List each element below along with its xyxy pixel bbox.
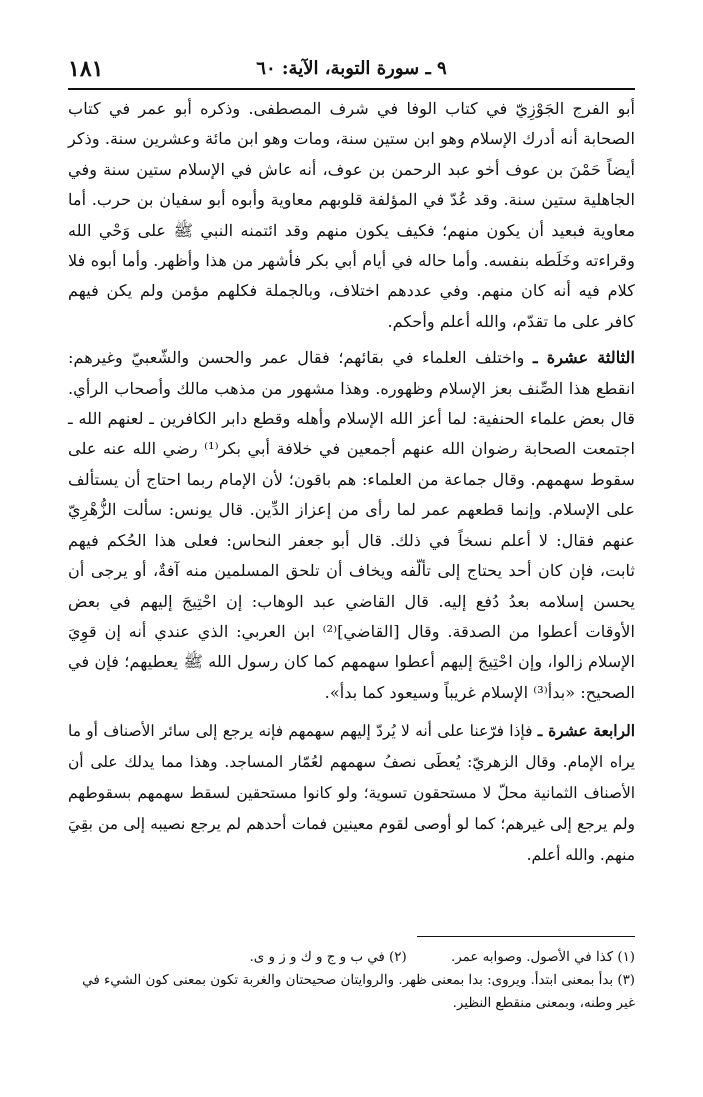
footnote-1: (١) كذا في الأصول. وصوابه عمر. (450, 950, 635, 965)
paragraph-2-heading: الثالثة عشرة ـ (532, 348, 635, 368)
paragraph-2-text: واختلف العلماء في بقائهم؛ فقال عمر والحسن والشّعبيّ وغيرهم: انقطع هذا الصِّنف بعز الإسلام وظهوره. وهذا مشهور من مذهب مالك وأصحاب الرأي. قال بعض علماء الحنفية: لما أعز الله الإسلام وأهله وقطع دابر الكافرين ـ لعنهم الله ـ اجتمعت الصحابة رضوان الله عنهم أجمعين في خلافة أبي بكر⁽¹⁾ رضي الله عنه على سقوط سهمهم. وقال جماعة من العلماء: هم باقون؛ لأن الإمام ربما احتاج أن يستألف على الإسلام. وإنما قطعهم عمر لما رأى من إعزاز الدِّين. قال يونس: سألت الزُّهْرِيّ عنهم فقال: لا أعلم نسخاً في ذلك. قال أبو جعفر النحاس: فعلى هذا الحُكم فيهم ثابت، فإن كان أحد يحتاج إلى تألّفه ويخاف أن تلحق المسلمين منه آفةٌ، أو يرجى أن يحسن إسلامه بعدُ دُفع إليه. قال القاضي عبد الوهاب: إن احْتِيجَ إليهم في بعض الأوقات أعطوا من الصدقة. وقال [القاضي]⁽²⁾ ابن العربي: الذي عندي أنه إن قوِيَ الإسلام زالوا، وإن احْتِيجَ إليهم أعطوا سهمهم كما كان رسول الله ﷺ يعطيهم؛ فإن في الصحيح: «بدأ⁽³⁾ الإسلام غريباً وسيعود كما بدأ». (68, 348, 636, 702)
page-number: ١٨١ (68, 56, 104, 82)
footnote-row (68, 946, 635, 969)
running-head: ٩ ـ سورة التوبة، الآية: ٦٠ (256, 58, 447, 79)
paragraph-3-heading: الرابعة عشرة ـ (537, 722, 635, 741)
body-text (68, 94, 635, 871)
header-rule (68, 88, 635, 90)
footnote-2: (٢) في ب و ج و ك و ز و ى. (249, 950, 407, 965)
footnote-rule (417, 936, 635, 937)
page-header (68, 56, 635, 86)
paragraph-3 (68, 716, 635, 871)
paragraph-2 (68, 343, 635, 708)
paragraph-1 (68, 94, 635, 337)
paragraph-1-text: أبو الفرج الجَوْزِيّ في كتاب الوفا في شرف المصطفى. وذكره أبو عمر في كتاب الصحابة أنه أدرك الإسلام وهو ابن ستين سنة، ومات وهو ابن مائة وعشرين سنة. وذكر أيضاً حَمْنَ بن عوف أخو عبد الرحمن بن عوف، أنه عاش في الإسلام ستين سنة وفي الجاهلية ستين سنة. وقد عُدّ في المؤلفة قلوبهم معاوية وأبوه أبو سفيان بن حرب. أما معاوية فبعيد أن يكون منهم؛ فكيف يكون منهم وقد ائتمنه النبي ﷺ على وَحْي الله وقراءته وخَلَطه بنفسه. وأما حاله في أيام أبي بكر فأشهر من هذا وأظهر. وأما أبوه فلا كلام فيه أنه كان منهم. وفي عددهم اختلاف، وبالجملة فكلهم مؤمن ولم يكن فيهم كافر على ما تقدّم، والله أعلم وأحكم. (68, 99, 635, 331)
footnotes (68, 946, 635, 1015)
footnote-3: (٣) بدأ بمعنى ابتدأ. ويروى: بدا بمعنى ظهر. والروايتان صحيحتان والغربة تكون بمعنى كون الشيء في غير وطنه، وبمعنى منقطع النظير. (82, 973, 635, 1011)
paragraph-3-text: فإذا فرّعنا على أنه لا يُردّ إليهم سهمهم فإنه يرجع إلى سائر الأصناف أو ما يراه الإمام. وقال الزهريّ: يُعطَى نصفُ سهمهم لعُمّار المساجد. وهذا مما يدلك على أن الأصناف الثمانية محلّ لا مستحقون تسوية؛ ولو كانوا مستحقين لسقط سهمهم بسقوطهم ولم يرجع إلى غيرهم؛ كما لو أوصى لقوم معينين فمات أحدهم لم يرجع نصيبه إلى من بقِيَ منهم. والله أعلم. (68, 722, 635, 865)
